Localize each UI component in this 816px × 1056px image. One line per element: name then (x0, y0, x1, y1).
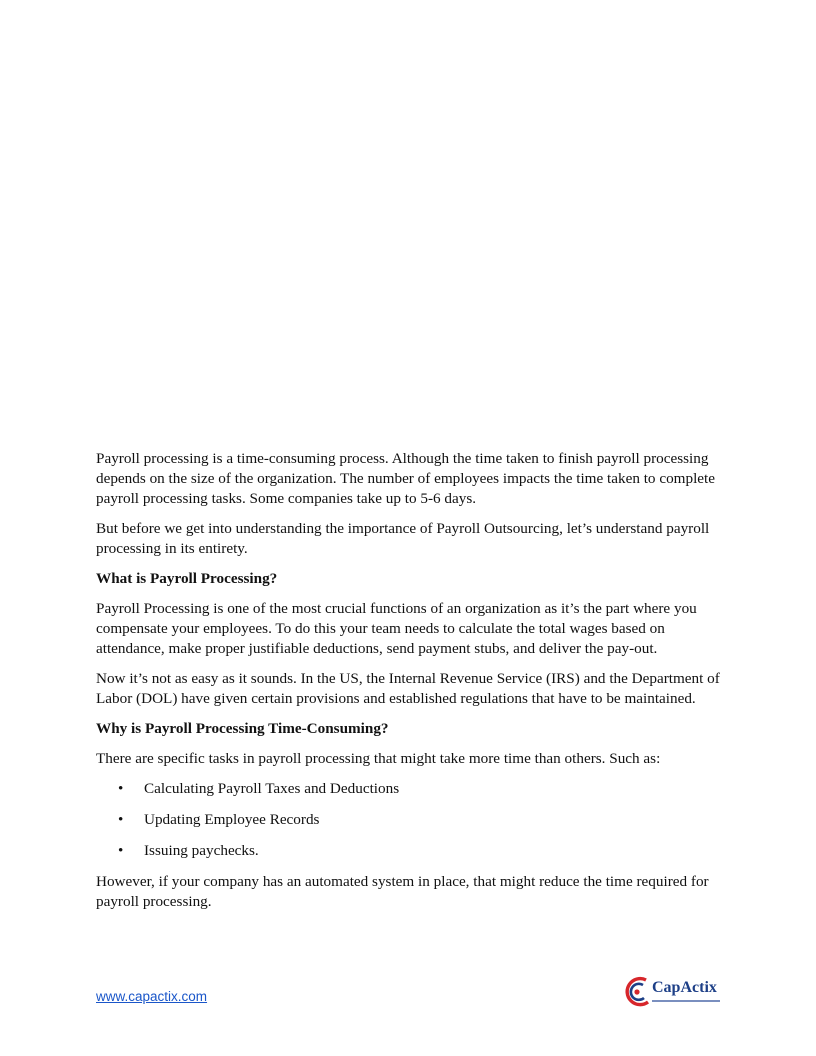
heading-what-is-payroll: What is Payroll Processing? (96, 570, 278, 587)
website-link[interactable]: www.capactix.com (96, 989, 208, 1004)
paragraph-transition: But before we get into understanding the importance of Payroll Outsourcing, let’s understand payroll processing in its entirety. (96, 520, 710, 557)
list-item (96, 810, 724, 830)
list-item (96, 841, 724, 861)
list-item-text: Calculating Payroll Taxes and Deductions (144, 780, 400, 797)
bullet-icon: • (118, 842, 124, 859)
heading-why-time-consuming: Why is Payroll Processing Time-Consuming? (96, 720, 389, 737)
paragraph-regulations: Now it’s not as easy as it sounds. In the US, the Internal Revenue Service (IRS) and the Department of Labor (DOL) have given certain provisions and established regulations that have to be maintained. (96, 670, 720, 707)
list-item-text: Updating Employee Records (144, 811, 320, 828)
bullet-icon: • (118, 780, 124, 797)
logo-tagline-graphic (652, 999, 720, 1003)
paragraph-automation: However, if your company has an automated system in place, that might reduce the time required for payroll processing. (96, 873, 709, 910)
capactix-logo (622, 976, 722, 1008)
task-list (96, 779, 724, 861)
bullet-icon: • (118, 811, 124, 828)
document-body (96, 449, 724, 922)
list-item (96, 779, 724, 799)
logo-wordmark: CapActix (652, 979, 717, 996)
paragraph-tasks: There are specific tasks in payroll processing that might take more time than others. Such as: (96, 750, 661, 767)
logo-swoosh-icon (622, 976, 652, 1008)
paragraph-definition: Payroll Processing is one of the most crucial functions of an organization as it’s the part where you compensate your employees. To do this your team needs to calculate the total wages based on attendance, make proper justifiable deductions, send payment stubs, and deliver the pay-out. (96, 600, 697, 657)
paragraph-intro: Payroll processing is a time-consuming process. Although the time taken to finish payroll processing depends on the size of the organization. The number of employees impacts the time taken to complete payroll processing tasks. Some companies take up to 5-6 days. (96, 450, 715, 507)
list-item-text: Issuing paychecks. (144, 842, 259, 859)
